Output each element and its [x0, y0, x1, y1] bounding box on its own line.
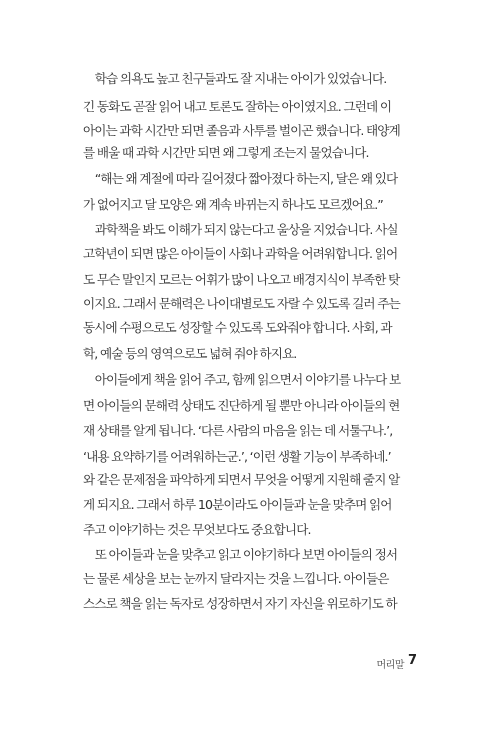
section-label: 머리말 [376, 660, 404, 671]
text-line: 학, 예술 등의 영역으로도 넓혀 줘야 하지요. [83, 346, 297, 361]
text-line: 아이는 과학 시간만 되면 졸음과 사투를 벌이곤 했습니다. 태양계 [83, 123, 400, 138]
text-line: 고학년이 되면 많은 아이들이 사회나 과학을 어려워합니다. 읽어 [83, 246, 398, 261]
text-line: 과학책을 봐도 이해가 되지 않는다고 울상을 지었습니다. 사실 [83, 222, 398, 237]
text-line: 면 아이들의 문해력 상태도 진단하게 될 뿐만 아니라 아이들의 현 [83, 398, 400, 413]
text-line: 긴 동화도 곧잘 읽어 내고 토론도 잘하는 아이였지요. 그런데 이 [83, 99, 392, 114]
text-line: 스스로 책을 읽는 독자로 성장하면서 자기 자신을 위로하기도 하 [83, 596, 397, 611]
text-line: 재 상태를 알게 됩니다. ‘다른 사람의 마음을 읽는 데 서툴구나.’, [83, 423, 393, 438]
text-line: ‘내용 요약하기를 어려워하는군.’, ‘이런 생활 기능이 부족하네.’ [83, 449, 391, 464]
text-line: 가 없어지고 달 모양은 왜 계속 바뀌는지 하나도 모르겠어요.” [83, 197, 383, 212]
text-line: 게 되지요. 그래서 하루 10분이라도 아이들과 눈을 맞추며 읽어 [83, 497, 392, 512]
text-line: “해는 왜 계절에 따라 길어졌다 짧아졌다 하는지, 달은 왜 있다 [83, 171, 398, 186]
text-line: 동시에 수평으로도 성장할 수 있도록 도와줘야 합니다. 사회, 과 [83, 320, 392, 335]
text-line: 이지요. 그래서 문해력은 나이대별로도 자랄 수 있도록 길러 주는 [83, 296, 400, 311]
text-line: 를 배울 때 과학 시간만 되면 왜 그렇게 조는지 물었습니다. [83, 145, 369, 160]
text-line: 아이들에게 책을 읽어 주고, 함께 읽으면서 이야기를 나누다 보 [83, 372, 401, 387]
text-line: 학습 의욕도 높고 친구들과도 잘 지내는 아이가 있었습니다. [83, 71, 387, 86]
page-number: 7 [407, 653, 417, 668]
text-line: 도 무슨 말인지 모르는 어휘가 많이 나오고 배경지식이 부족한 탓 [83, 272, 400, 287]
text-line: 와 같은 문제점을 파악하게 되면서 무엇을 어떻게 지원해 줄지 알 [83, 472, 400, 487]
text-line: 또 아이들과 눈을 맞추고 읽고 이야기하다 보면 아이들의 정서 [83, 547, 398, 562]
text-line: 는 물론 세상을 보는 눈까지 달라지는 것을 느낍니다. 아이들은 [83, 571, 389, 586]
text-line: 주고 이야기하는 것은 무엇보다도 중요합니다. [83, 522, 311, 537]
